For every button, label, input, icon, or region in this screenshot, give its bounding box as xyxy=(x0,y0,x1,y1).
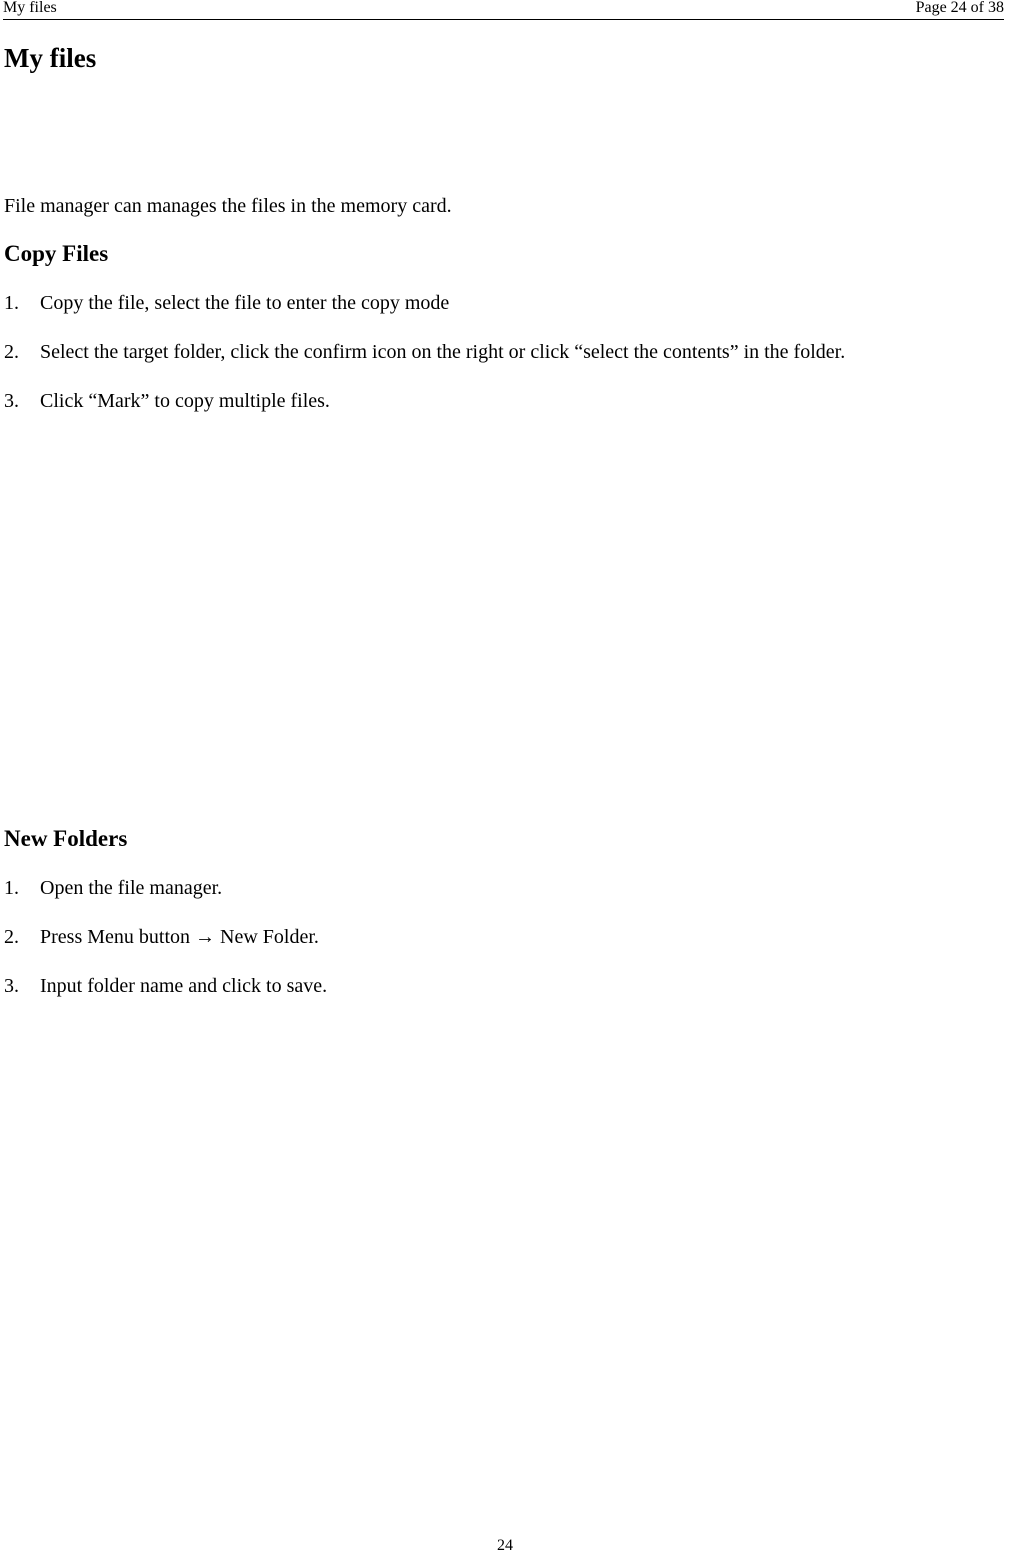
step-text: Input folder name and click to save. xyxy=(40,975,328,997)
copy-files-step xyxy=(4,291,449,315)
page-number: 24 xyxy=(497,1537,513,1554)
step-number: 2. xyxy=(4,926,19,948)
step-text: Open the file manager. xyxy=(40,877,223,899)
intro-paragraph: File manager can manages the files in the memory card. xyxy=(4,195,452,217)
copy-files-heading: Copy Files xyxy=(4,241,109,266)
step-number: 1. xyxy=(4,877,19,899)
new-folders-step xyxy=(4,925,319,949)
step-text: Select the target folder, click the confirm icon on the right or click “select the contents” in the folder. xyxy=(40,341,846,363)
running-header xyxy=(3,0,1004,20)
copy-files-step xyxy=(4,389,330,413)
new-folders-step xyxy=(4,974,327,998)
step-number: 2. xyxy=(4,341,19,363)
header-section-title: My files xyxy=(3,0,57,16)
step-text: Click “Mark” to copy multiple files. xyxy=(40,390,330,412)
copy-files-step xyxy=(4,340,845,364)
step-text: Press Menu button → New Folder. xyxy=(40,926,319,948)
step-number: 3. xyxy=(4,390,19,412)
new-folders-step xyxy=(4,876,222,900)
page-title: My files xyxy=(4,43,97,73)
step-text: Copy the file, select the file to enter the copy mode xyxy=(40,292,450,314)
header-page-indicator: Page 24 of 38 xyxy=(915,0,1004,16)
new-folders-heading: New Folders xyxy=(4,826,128,851)
step-number: 1. xyxy=(4,292,19,314)
step-number: 3. xyxy=(4,975,19,997)
